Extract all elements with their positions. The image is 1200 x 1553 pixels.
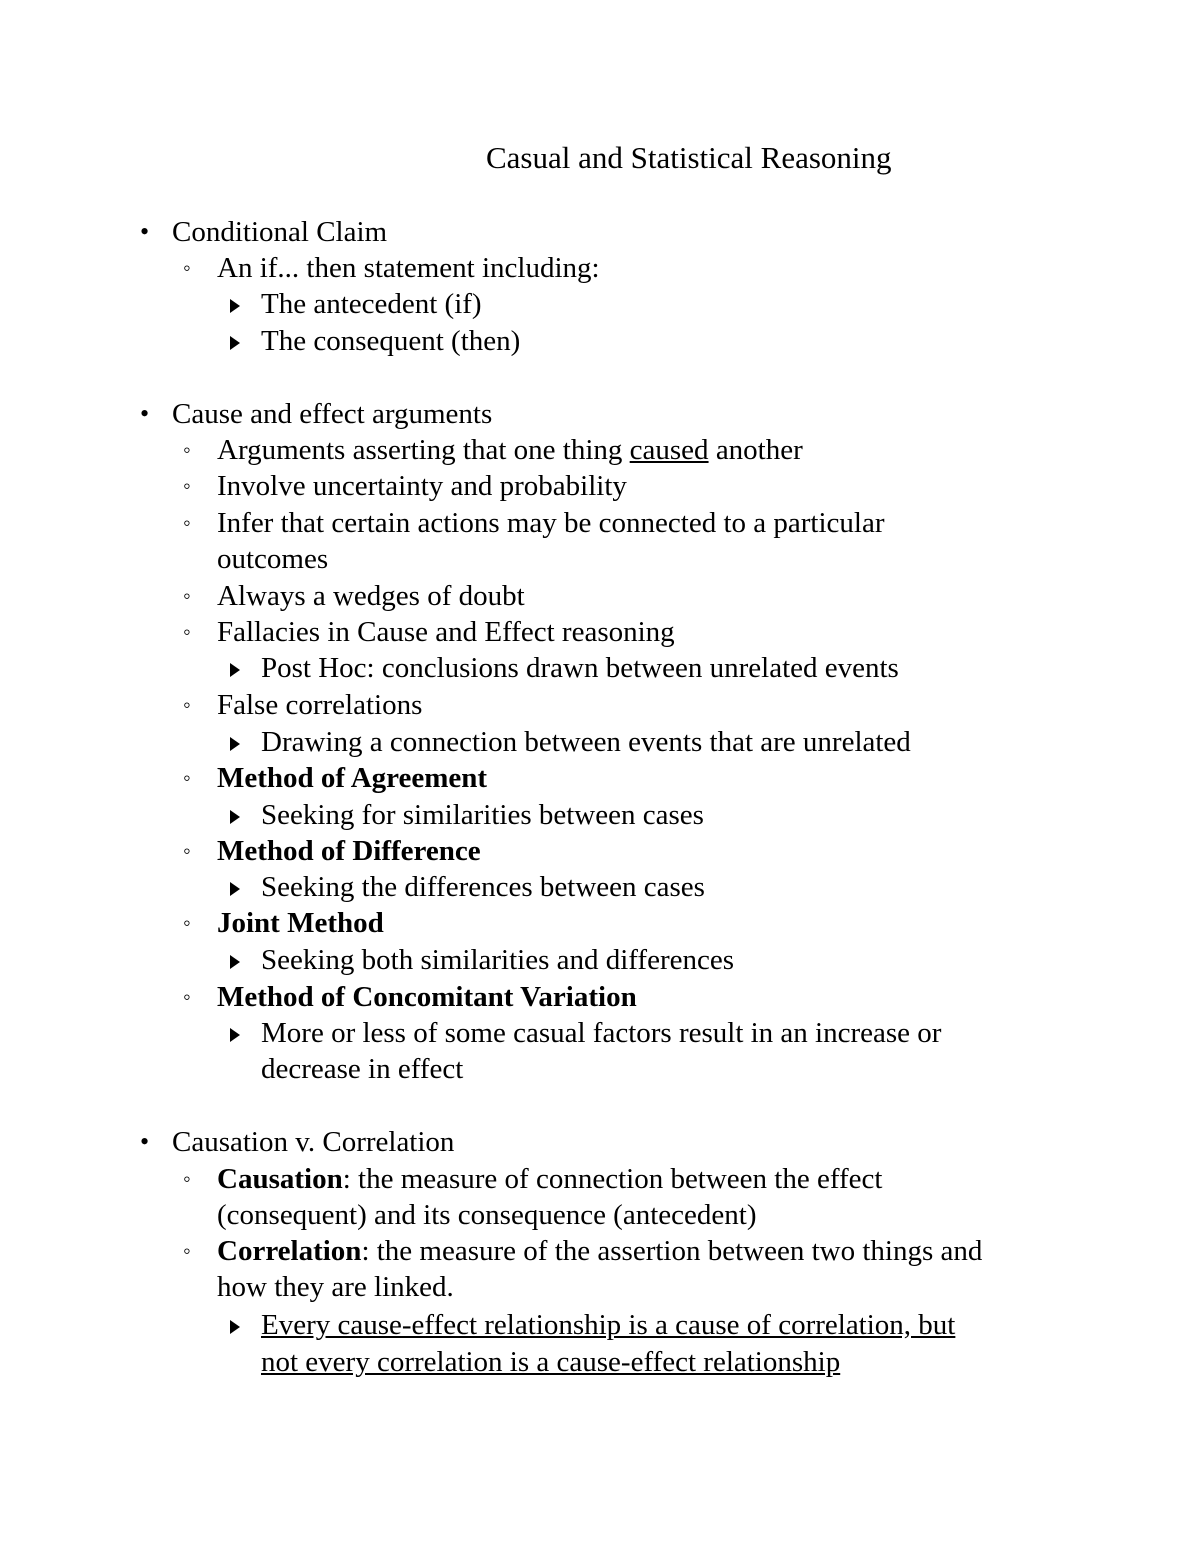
definition-text: : the measure of connection between the effect — [342, 1163, 883, 1195]
list-item-continuation: decrease in effect — [261, 1053, 464, 1085]
triangle-bullet-icon — [230, 286, 240, 322]
method-of-agreement-heading: Method of Agreement — [217, 762, 488, 794]
joint-method-heading: Joint Method — [217, 907, 384, 939]
sub-bullet-marker: ◦ — [183, 838, 191, 863]
list-item: Post Hoc: conclusions drawn between unrelated events — [261, 652, 899, 684]
list-item-continuation: how they are linked. — [217, 1271, 454, 1303]
sub-bullet-marker: ◦ — [183, 692, 191, 717]
list-item-text: Arguments asserting that one thing — [217, 434, 630, 466]
sub-bullet-marker: ◦ — [183, 510, 191, 535]
list-item: Drawing a connection between events that are unrelated — [261, 726, 911, 758]
list-item-continuation: outcomes — [217, 543, 329, 575]
definition-text: : the measure of the assertion between two things and — [361, 1235, 983, 1267]
list-item — [217, 432, 803, 468]
concomitant-variation-heading: Method of Concomitant Variation — [217, 981, 637, 1013]
triangle-bullet-icon — [230, 869, 240, 905]
sub-bullet-marker: ◦ — [183, 1238, 191, 1263]
list-item: False correlations — [217, 689, 423, 721]
triangle-bullet-icon — [230, 650, 240, 686]
list-item: The consequent (then) — [261, 325, 521, 357]
list-item: Fallacies in Cause and Effect reasoning — [217, 616, 675, 648]
triangle-bullet-icon — [230, 724, 240, 760]
list-item: The antecedent (if) — [261, 288, 482, 320]
section-heading-cause-effect: Cause and effect arguments — [172, 398, 493, 430]
section-heading-causation-correlation: Causation v. Correlation — [172, 1126, 455, 1158]
sub-bullet-marker: ◦ — [183, 765, 191, 790]
list-item-text: another — [708, 434, 803, 466]
sub-bullet-marker: ◦ — [183, 1166, 191, 1191]
list-item: Always a wedges of doubt — [217, 580, 525, 612]
underlined-word: caused — [629, 434, 709, 466]
list-item — [217, 1161, 882, 1197]
key-statement: Every cause-effect relationship is a cause of correlation, but — [261, 1309, 956, 1341]
page-title: Casual and Statistical Reasoning — [486, 140, 892, 175]
list-item: Involve uncertainty and probability — [217, 470, 627, 502]
triangle-bullet-icon — [230, 942, 240, 978]
term-causation: Causation — [217, 1163, 343, 1195]
list-item — [217, 1233, 982, 1269]
list-item: Infer that certain actions may be connected to a particular — [217, 507, 885, 539]
list-item: Seeking the differences between cases — [261, 871, 705, 903]
list-item: Seeking for similarities between cases — [261, 799, 704, 831]
triangle-bullet-icon — [230, 1307, 240, 1343]
sub-bullet-marker: ◦ — [183, 984, 191, 1009]
method-of-difference-heading: Method of Difference — [217, 835, 481, 867]
triangle-bullet-icon — [230, 323, 240, 359]
key-statement-continuation: not every correlation is a cause-effect relationship — [261, 1346, 841, 1378]
list-item: Seeking both similarities and differences — [261, 944, 735, 976]
bullet-marker: • — [140, 217, 150, 246]
bullet-marker: • — [140, 1127, 150, 1156]
sub-bullet-marker: ◦ — [183, 583, 191, 608]
list-item: More or less of some casual factors result in an increase or — [261, 1017, 942, 1049]
sub-bullet-marker: ◦ — [183, 910, 191, 935]
triangle-bullet-icon — [230, 797, 240, 833]
sub-bullet-marker: ◦ — [183, 619, 191, 644]
triangle-bullet-icon — [230, 1015, 240, 1051]
sub-bullet-marker: ◦ — [183, 437, 191, 462]
sub-bullet-marker: ◦ — [183, 473, 191, 498]
list-item: An if... then statement including: — [217, 252, 600, 284]
list-item-continuation: (consequent) and its consequence (antecedent) — [217, 1199, 757, 1231]
term-correlation: Correlation — [217, 1235, 362, 1267]
bullet-marker: • — [140, 399, 150, 428]
section-heading-conditional-claim: Conditional Claim — [172, 216, 388, 248]
sub-bullet-marker: ◦ — [183, 255, 191, 280]
